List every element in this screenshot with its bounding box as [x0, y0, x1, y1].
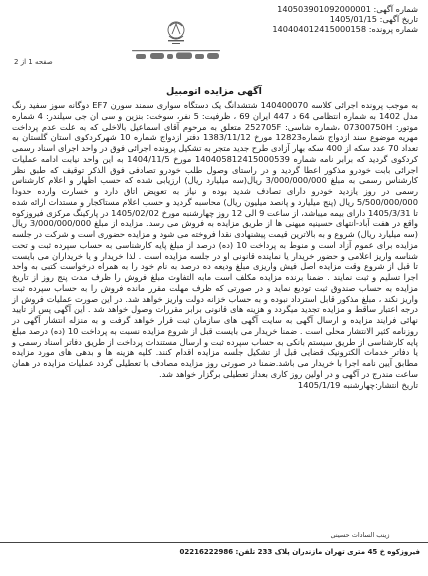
ad-meta	[272, 4, 418, 34]
file-number-label: شماره پرونده:	[368, 24, 418, 34]
registration-org-logo	[126, 18, 226, 64]
publish-date: تاریخ انتشار:چهارشنبه 1405/1/19	[297, 379, 418, 390]
ad-date: 1405/01/15	[329, 14, 377, 24]
notice-paragraph: به موجب پرونده اجرائی کلاسه 140400070 شتشدانگ یک دستگاه سواری سمند سورن EF7 دوگانه سوز سفید رنگ مدل 1402 به شماره انتظامی 64 د 447 ایران 69 ، ظرفیت: 5 نفر، سوخت: بنزین و سی ان جی سیلندر: 4 شماره موتور: 07300750H ،شماره شاسی: 252705F متعلق به مرحوم آقای اسماعیل بالاخلی که به علت عدم پرداخت مهریه موضوع سند ازدواج شماره12823 مورخ 1383/11/12 دفتر ازدواج شماره 10 شهرکردکوی استان گلستان به تعداد 70 عدد سکه از 400 سکه بهار آزادی طرح جدید متجر به تشکیل پرونده اجرائی فوق در واحد اجرای اسناد رسمی کردکوی گردید که برابر نامه شماره 140405812415000539 مورخ 1404/11/5 به این واحد نیابت ادامه عملیات اجرائی بابت خودرو مذکور اعطا گردید و در راستای وصول طلب خودرو تصادفی فوق الذکر توقیف که طبق نظر کارشناس رسمی به مبلغ 3/000/000/000 ریال(سه میلیارد ریال) ارزیابی شده که حسب اظهار و اعلام کارشناس رسمی در روز یازدید خودرو دارای تصادف شدید بوده و نیاز به تعویض اتاق دارد و خسارت وارده حدودا 5/500/000/000 ریال (پنج میلیارد و پانصد میلیون ریال) محاسبه گردید و حسب اعلام مستاکجار و مستدات ارائه شده تا 1405/3/31 دارای بیمه میباشد، از ساعت 9 الی 12 روز چهارشنبه مورخ 1405/02/02 در پارکینگ مرکزی فیروزکوه واقع در هفت آباد-انتهای حسینیه میهنی ها از طریق مزایده به فروش می رسد. مزایده از مبلغ 3/000/000/000 ریال (سه میلیارد ریال) شروع و به بالاترین قیمت پیشنهادی نقدا فروخته می شود و مزایده حضوری است و شرکت در جلسه مزایده برای عموم آزاد است و منوط به پرداخت 10 (ده) درصد از مبلغ پایه کارشناسی به حساب سپرده ثبت و تحت شناسه واریز اعلامی و حضور خریدار یا نماینده قانونی او در جلسه مزایده است . لذا خریدار و یا خریداران می بایست تا قبل از شروع وقت مزایده اصل فیش واریزی مبلغ ودیعه ده درصد به نام خود را به همراه درخواست کتبی به واحد اجرا تسلیم و ثبت نمایند . ضمنا برنده مزایده مکلف است مابه التفاوت مبلغ فروش را ظرف مدت پنج روز از تاریخ مزایده به حساب صندوق ثبت تودیع نماید و در صورتی که ظرف مهلت مقرر مانده فروش را به حساب سپرده ثبت واریز نکند ، مبلغ مذکور قابل استرداد نبوده و به حساب خزانه دولت واریز خواهد شد. در این صورت عملیات فروش از درجه اعتبار ساقط و مزایده تجدید میگردد و هزینه های قانونی برابر مقررات وصول خواهد شد . این آگهی پس از تایید نهائی فرایند مزایده و ارسال آگهی به سایت آگهی های سازمان ثبت قرار خواهد گرفت و به منزله انتشار آگهی در روزنامه کثیر الانتشار محلی است . ضمنا خریدار می بایست قبل از شروع مزایده نسبت به پرداخت 10 (ده) درصد مبلغ پایه کارشناسی از طریق سیستم بانکی به حساب سپرده ثبت و ارسال مستندات پرداخت از طریق دفاتر اسناد رسمی و یا دفاتر خدمات الکترونیک قضایی قبل از تشکیل جلسه مزایده اقدام کنند. کلیه هزینه ها و بدهی های مورد مزایده مطابق آیین نامه اجرا با خریدار می باشد.ضمنا در صورتی روز مزایده مصادف با تعطیلی گردد عملیات مزایده در همان ساعت مندرج در آگهی و در اولین روز کاری بعداز تعطیلی برگزار خواهد شد.	[11, 100, 419, 379]
document-header	[0, 0, 428, 70]
page-title: آگهی مزایده اتومبیل	[166, 86, 262, 97]
ad-number-row	[272, 4, 418, 14]
emblem-icon	[126, 18, 226, 64]
ad-number-label: شماره آگهی:	[373, 4, 418, 14]
notice-body	[12, 100, 418, 390]
footer-divider	[0, 542, 428, 543]
file-number: 140404012415000158	[272, 24, 367, 34]
ad-date-row	[272, 14, 418, 24]
page-number: صفحه 1 از 2	[14, 58, 53, 66]
ad-date-label: تاریخ آگهی:	[379, 14, 418, 24]
ad-number: 140503901092000001	[277, 4, 371, 14]
file-number-row	[272, 24, 418, 34]
signatory-name: زینب السادات حسینی	[330, 531, 390, 539]
footer-address: فیروزکوه خ 45 متری تهران مازندران پلاک 233 تلفن: 02216222986	[179, 548, 420, 556]
